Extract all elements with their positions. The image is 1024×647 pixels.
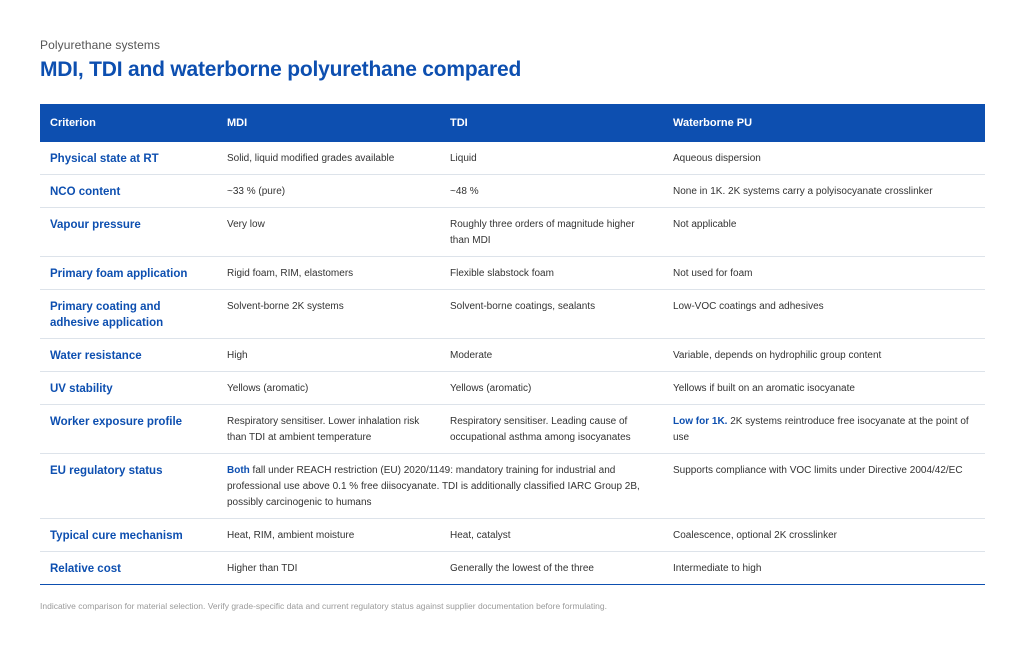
highlight-text: Low for 1K. bbox=[673, 416, 728, 427]
waterborne-cell: Yellows if built on an aromatic isocyanate bbox=[663, 372, 985, 405]
waterborne-cell: Low-VOC coatings and adhesives bbox=[663, 290, 985, 339]
table-row bbox=[40, 175, 985, 208]
cell-text: 2K systems reintroduce free isocyanate at the point of use bbox=[673, 416, 969, 443]
table-row bbox=[40, 257, 985, 290]
waterborne-cell: Not applicable bbox=[663, 208, 985, 257]
column-header-criterion: Criterion bbox=[40, 104, 217, 142]
highlight-text: Both bbox=[227, 465, 250, 476]
criterion-cell: Typical cure mechanism bbox=[40, 519, 217, 552]
table-header-row bbox=[40, 104, 985, 142]
criterion-cell: EU regulatory status bbox=[40, 454, 217, 519]
criterion-cell: Relative cost bbox=[40, 552, 217, 585]
mdi-cell: Heat, RIM, ambient moisture bbox=[217, 519, 440, 552]
table-row bbox=[40, 519, 985, 552]
waterborne-cell bbox=[663, 405, 985, 454]
mdi-cell: Higher than TDI bbox=[217, 552, 440, 585]
tdi-cell: Yellows (aromatic) bbox=[440, 372, 663, 405]
column-header-waterborne: Waterborne PU bbox=[663, 104, 985, 142]
mdi-cell: ~33 % (pure) bbox=[217, 175, 440, 208]
waterborne-cell: Coalescence, optional 2K crosslinker bbox=[663, 519, 985, 552]
table-row bbox=[40, 142, 985, 175]
mdi-cell: Rigid foam, RIM, elastomers bbox=[217, 257, 440, 290]
table-row bbox=[40, 372, 985, 405]
comparison-table bbox=[40, 104, 985, 585]
criterion-cell: Worker exposure profile bbox=[40, 405, 217, 454]
mdi-tdi-merged-cell bbox=[217, 454, 663, 519]
criterion-cell: Vapour pressure bbox=[40, 208, 217, 257]
mdi-cell: Solvent-borne 2K systems bbox=[217, 290, 440, 339]
criterion-cell: Primary foam application bbox=[40, 257, 217, 290]
waterborne-cell: Intermediate to high bbox=[663, 552, 985, 585]
table-row bbox=[40, 405, 985, 454]
waterborne-cell: Variable, depends on hydrophilic group content bbox=[663, 339, 985, 372]
footnote: Indicative comparison for material selection. Verify grade-specific data and current regulatory status against supplier documentation before formulating. bbox=[40, 601, 607, 611]
mdi-cell: Solid, liquid modified grades available bbox=[217, 142, 440, 175]
table-row bbox=[40, 290, 985, 339]
waterborne-cell: Not used for foam bbox=[663, 257, 985, 290]
tdi-cell: Solvent-borne coatings, sealants bbox=[440, 290, 663, 339]
waterborne-cell: Supports compliance with VOC limits under Directive 2004/42/EC bbox=[663, 454, 985, 519]
tdi-cell: Generally the lowest of the three bbox=[440, 552, 663, 585]
tdi-cell: Moderate bbox=[440, 339, 663, 372]
criterion-cell: Water resistance bbox=[40, 339, 217, 372]
table-row bbox=[40, 552, 985, 585]
waterborne-cell: None in 1K. 2K systems carry a polyisocyanate crosslinker bbox=[663, 175, 985, 208]
table-row bbox=[40, 208, 985, 257]
tdi-cell: Roughly three orders of magnitude higher than MDI bbox=[440, 208, 663, 257]
mdi-cell: Very low bbox=[217, 208, 440, 257]
mdi-cell: Respiratory sensitiser. Lower inhalation risk than TDI at ambient temperature bbox=[217, 405, 440, 454]
column-header-mdi: MDI bbox=[217, 104, 440, 142]
column-header-tdi: TDI bbox=[440, 104, 663, 142]
table-row bbox=[40, 454, 985, 519]
criterion-cell: Physical state at RT bbox=[40, 142, 217, 175]
cell-text: fall under REACH restriction (EU) 2020/1149: mandatory training for industrial and professional use above 0.1 % free diisocyanate. TDI is additionally classified IARC Group 2B, possibly carcinogenic to humans bbox=[227, 465, 640, 508]
criterion-cell: UV stability bbox=[40, 372, 217, 405]
tdi-cell: Respiratory sensitiser. Leading cause of occupational asthma among isocyanates bbox=[440, 405, 663, 454]
criterion-cell: Primary coating and adhesive application bbox=[40, 290, 217, 339]
section-eyebrow: Polyurethane systems bbox=[40, 38, 161, 52]
table-row bbox=[40, 339, 985, 372]
tdi-cell: Heat, catalyst bbox=[440, 519, 663, 552]
tdi-cell: ~48 % bbox=[440, 175, 663, 208]
tdi-cell: Liquid bbox=[440, 142, 663, 175]
waterborne-cell: Aqueous dispersion bbox=[663, 142, 985, 175]
mdi-cell: High bbox=[217, 339, 440, 372]
page-title: MDI, TDI and waterborne polyurethane compared bbox=[40, 58, 522, 81]
criterion-cell: NCO content bbox=[40, 175, 217, 208]
mdi-cell: Yellows (aromatic) bbox=[217, 372, 440, 405]
tdi-cell: Flexible slabstock foam bbox=[440, 257, 663, 290]
